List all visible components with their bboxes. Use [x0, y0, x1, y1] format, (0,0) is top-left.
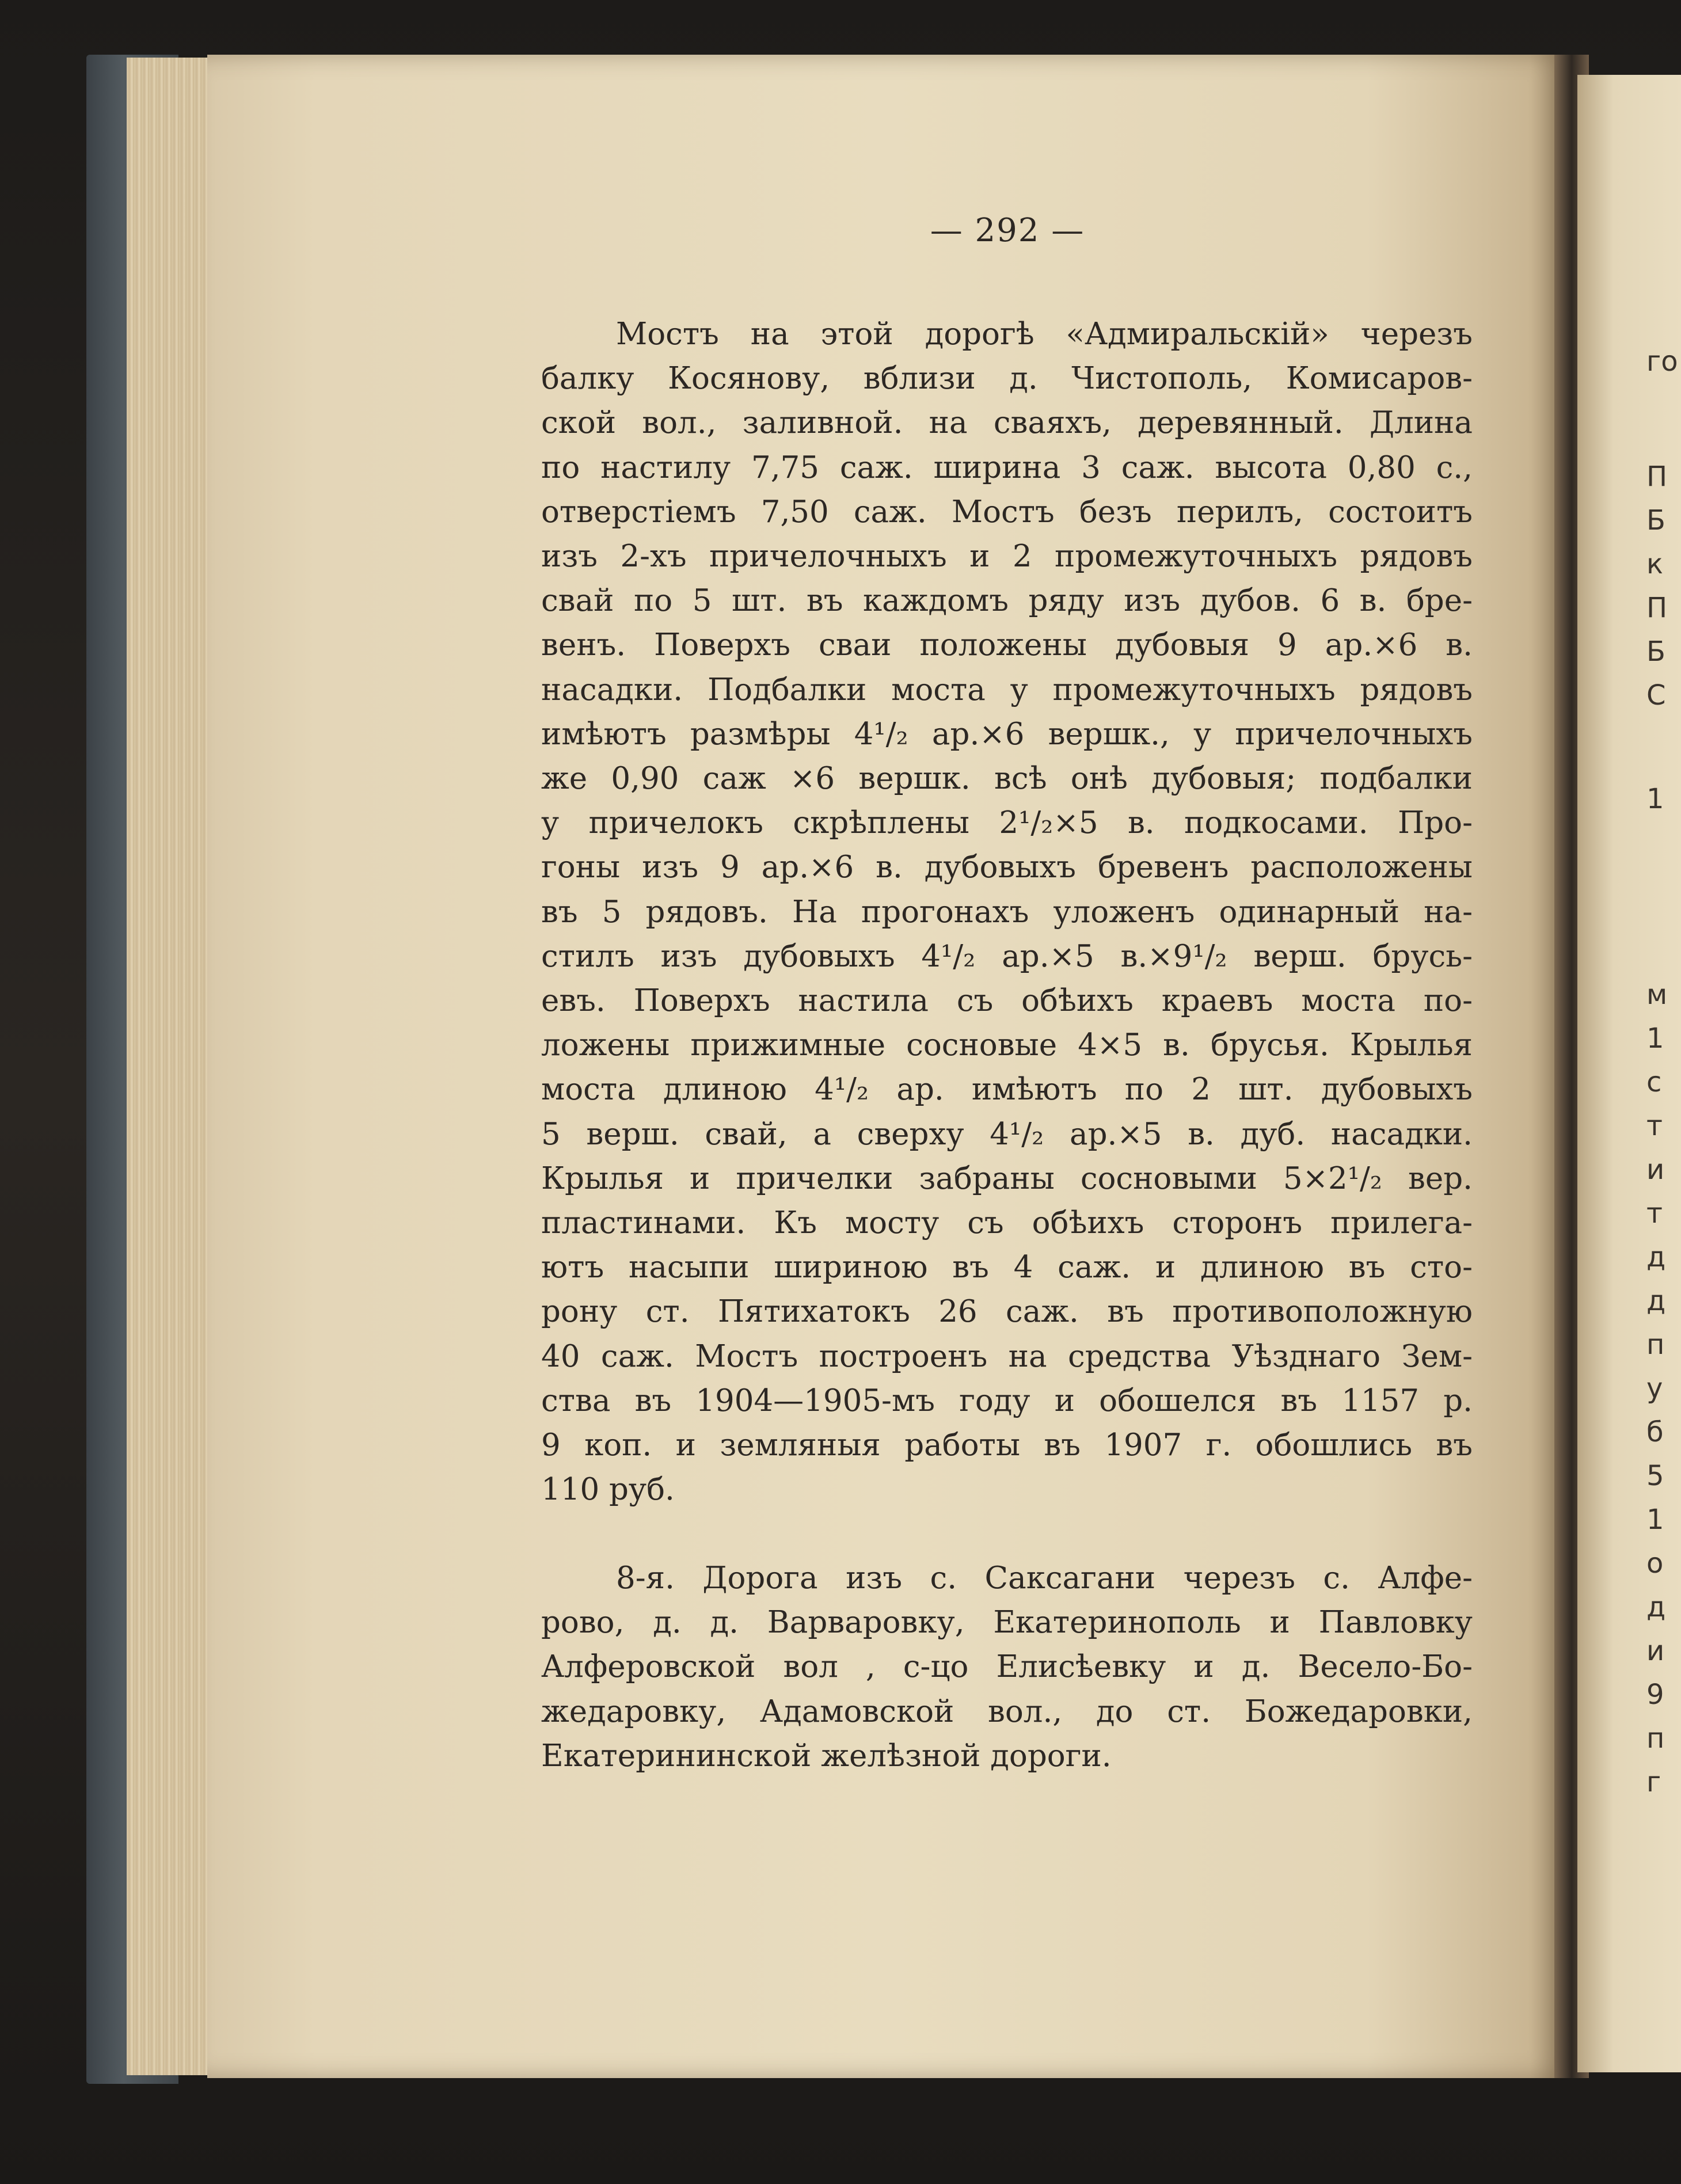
text-line: моста длиною 4¹/₂ ар. имѣютъ по 2 шт. дубовыхъ	[541, 1072, 1473, 1108]
text-line: насадки. Подбалки моста у промежуточныхъ рядовъ	[541, 672, 1473, 707]
paragraph-road-8	[541, 1556, 1473, 1778]
facing-page-fragment: и	[1646, 1154, 1665, 1186]
text-line: жедаровку, Адамовской вол., до ст. Божедаровки,	[541, 1694, 1473, 1729]
text-line: балку Косянову, вблизи д. Чистополь, Комисаров-	[541, 361, 1473, 397]
text-line: по настилу 7,75 саж. ширина 3 саж. высота 0,80 с.,	[541, 450, 1473, 485]
facing-page-fragment: и	[1646, 1635, 1665, 1667]
facing-page-fragment: т	[1646, 1110, 1663, 1142]
text-line: гоны изъ 9 ар.×6 в. дубовыхъ бревенъ расположены	[541, 850, 1473, 885]
text-line: 8-я. Дорога изъ с. Саксагани черезъ с. Алфе-	[616, 1561, 1473, 1596]
text-line: рону ст. Пятихатокъ 26 саж. въ противоположную	[541, 1294, 1473, 1330]
facing-page-fragment: г	[1646, 1766, 1661, 1798]
facing-page-fragment: б	[1646, 1416, 1664, 1448]
text-line: Екатерининской желѣзной дороги.	[541, 1738, 1112, 1774]
text-line: имѣютъ размѣры 4¹/₂ ар.×6 вершк., у причелочныхъ	[541, 716, 1473, 752]
text-line: отверстiемъ 7,50 саж. Мостъ безъ перилъ, состоитъ	[541, 494, 1473, 530]
text-line: стилъ изъ дубовыхъ 4¹/₂ ар.×5 в.×9¹/₂ верш. брусь-	[541, 938, 1473, 974]
text-line: ства въ 1904—1905-мъ году и обошелся въ 1157 р.	[541, 1383, 1473, 1418]
facing-page-fragment: 1	[1646, 783, 1664, 815]
facing-page-fragment: к	[1646, 548, 1663, 580]
facing-page-fragment: 1	[1646, 1022, 1664, 1055]
text-line: ложены прижимные сосновые 4×5 в. брусья. Крылья	[541, 1028, 1473, 1063]
text-line: Крылья и причелки забраны сосновыми 5×2¹/₂ вер.	[541, 1161, 1473, 1196]
text-line: венъ. Поверхъ сваи положены дубовыя 9 ар.×6 в.	[541, 627, 1473, 663]
facing-page-fragment: т	[1646, 1197, 1663, 1230]
text-line: пластинами. Къ мосту съ обѣихъ сторонъ прилега-	[541, 1205, 1473, 1241]
facing-page-fragment: го	[1646, 345, 1678, 378]
facing-page-fragment: 5	[1646, 1460, 1664, 1492]
text-line: свай по 5 шт. въ каждомъ ряду изъ дубов. 6 в. бре-	[541, 583, 1473, 619]
facing-page-fragment: 1	[1646, 1504, 1664, 1536]
text-line: 110 руб.	[541, 1472, 675, 1508]
facing-page-fragment: м	[1646, 979, 1668, 1011]
facing-page-fragment: д	[1646, 1591, 1666, 1623]
text-line: же 0,90 саж ×6 вершк. всѣ онѣ дубовыя; подбалки	[541, 761, 1473, 797]
text-line: 5 верш. свай, а сверху 4¹/₂ ар.×5 в. дуб. насадки.	[541, 1116, 1473, 1152]
text-line: 40 саж. Мостъ построенъ на средства Уѣзднаго Зем-	[541, 1338, 1473, 1374]
text-line: ютъ насыпи шириною въ 4 саж. и длиною въ сто-	[541, 1250, 1473, 1285]
text-line: 9 коп. и земляныя работы въ 1907 г. обошлись въ	[541, 1428, 1473, 1463]
text-line: ской вол., заливной. на сваяхъ, деревянный. Длина	[541, 405, 1473, 441]
text-line: изъ 2-хъ причелочныхъ и 2 промежуточныхъ рядовъ	[541, 539, 1473, 574]
facing-page-fragment: п	[1646, 1722, 1665, 1755]
facing-page-fragment: П	[1646, 461, 1668, 493]
facing-page-fragment: Б	[1646, 504, 1665, 537]
facing-page-fragment: П	[1646, 592, 1668, 624]
facing-page-fragment: С	[1646, 679, 1666, 711]
facing-page-fragment: о	[1646, 1547, 1664, 1580]
text-line: рово, д. д. Варваровку, Екатеринополь и Павловку	[541, 1605, 1473, 1641]
text-line: Мостъ на этой дорогѣ «Адмиральскiй» черезъ	[616, 317, 1473, 352]
facing-page-fragment: с	[1646, 1066, 1662, 1098]
page-number: — 292 —	[930, 212, 1085, 249]
text-line: Алферовской вол , с-цо Елисѣевку и д. Весело-Бо-	[541, 1649, 1473, 1685]
facing-page-fragment: д	[1646, 1285, 1666, 1317]
facing-page-fragment: Б	[1646, 636, 1665, 668]
text-line: евъ. Поверхъ настила съ обѣихъ краевъ моста по-	[541, 983, 1473, 1019]
facing-page-fragment: д	[1646, 1241, 1666, 1273]
text-line: у причелокъ скрѣплены 2¹/₂×5 в. подкосами. Про-	[541, 805, 1473, 841]
paragraph-bridge-description	[541, 312, 1473, 1512]
facing-page-fragment: у	[1646, 1372, 1663, 1405]
facing-page-fragment: п	[1646, 1329, 1665, 1361]
facing-page-fragment: 9	[1646, 1679, 1664, 1711]
text-line: въ 5 рядовъ. На прогонахъ уложенъ одинарный на-	[541, 894, 1473, 930]
